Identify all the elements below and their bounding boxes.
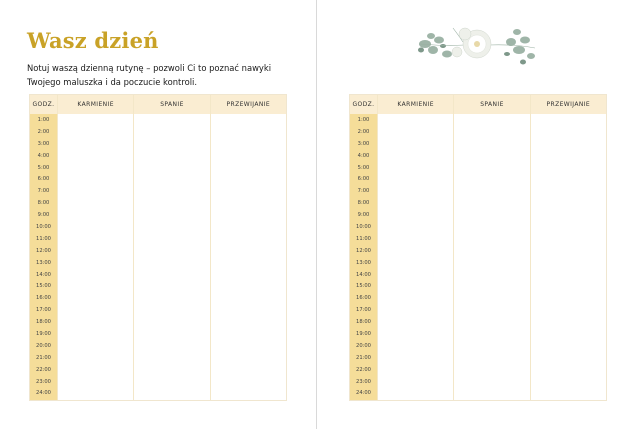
daily-log-table-left (29, 94, 287, 401)
feeding-column[interactable] (57, 114, 133, 400)
hour-label: 23:00 (356, 378, 371, 385)
hour-label: 6:00 (37, 176, 50, 183)
hour-label: 6:00 (357, 176, 370, 183)
hour-label: 1:00 (357, 116, 370, 123)
hour-label: 8:00 (37, 200, 50, 207)
table-body (30, 114, 286, 400)
daily-log-table-right (349, 94, 607, 401)
hour-label: 17:00 (36, 307, 51, 314)
hour-label: 4:00 (357, 152, 370, 159)
hour-column (30, 114, 57, 400)
header-sleeping: SPANIE (133, 95, 209, 114)
hour-label: 23:00 (36, 378, 51, 385)
hour-label: 13:00 (356, 259, 371, 266)
hour-label: 16:00 (356, 295, 371, 302)
hour-label: 2:00 (37, 128, 50, 135)
hour-label: 19:00 (36, 330, 51, 337)
hour-label: 9:00 (357, 212, 370, 219)
hour-label: 1:00 (37, 116, 50, 123)
changing-column[interactable] (210, 114, 286, 400)
intro-text: Notuj waszą dzienną rutynę – pozwoli Ci to poznać nawyki Twojego maluszka i da poczucie kontroli. (27, 63, 272, 87)
page-title: Wasz dzień (27, 28, 159, 53)
hour-label: 20:00 (356, 342, 371, 349)
hour-label: 18:00 (36, 319, 51, 326)
table-body (350, 114, 606, 400)
hour-label: 17:00 (356, 307, 371, 314)
hour-label: 7:00 (37, 188, 50, 195)
changing-column[interactable] (530, 114, 606, 400)
hour-label: 19:00 (356, 330, 371, 337)
hour-label: 12:00 (36, 247, 51, 254)
header-changing: PRZEWIJANIE (530, 95, 606, 114)
hour-label: 8:00 (357, 200, 370, 207)
header-hour: GODZ. (32, 101, 55, 108)
floral-eucalyptus-icon (413, 20, 541, 70)
hour-label: 14:00 (356, 271, 371, 278)
hour-label: 7:00 (357, 188, 370, 195)
hour-label: 3:00 (37, 140, 50, 147)
sleeping-column[interactable] (453, 114, 529, 400)
feeding-column[interactable] (377, 114, 453, 400)
hour-label: 3:00 (357, 140, 370, 147)
hour-label: 5:00 (357, 164, 370, 171)
hour-label: 12:00 (356, 247, 371, 254)
hour-label: 18:00 (356, 319, 371, 326)
hour-label: 10:00 (36, 223, 51, 230)
hour-label: 21:00 (36, 354, 51, 361)
hour-label: 4:00 (37, 152, 50, 159)
page-divider (316, 0, 317, 429)
table-header (350, 95, 606, 114)
hour-label: 5:00 (37, 164, 50, 171)
hour-label: 24:00 (36, 390, 51, 397)
table-header (30, 95, 286, 114)
header-feeding: KARMIENIE (57, 95, 133, 114)
hour-label: 10:00 (356, 223, 371, 230)
hour-label: 14:00 (36, 271, 51, 278)
hour-label: 9:00 (37, 212, 50, 219)
hour-label: 16:00 (36, 295, 51, 302)
hour-label: 13:00 (36, 259, 51, 266)
hour-label: 11:00 (36, 235, 51, 242)
hour-label: 24:00 (356, 390, 371, 397)
hour-label: 11:00 (356, 235, 371, 242)
hour-label: 2:00 (357, 128, 370, 135)
hour-label: 22:00 (36, 366, 51, 373)
header-sleeping: SPANIE (453, 95, 529, 114)
hour-label: 20:00 (36, 342, 51, 349)
hour-label: 15:00 (356, 283, 371, 290)
header-feeding: KARMIENIE (377, 95, 453, 114)
header-changing: PRZEWIJANIE (210, 95, 286, 114)
hour-label: 21:00 (356, 354, 371, 361)
sleeping-column[interactable] (133, 114, 209, 400)
hour-column (350, 114, 377, 400)
header-hour: GODZ. (352, 101, 375, 108)
hour-label: 15:00 (36, 283, 51, 290)
hour-label: 22:00 (356, 366, 371, 373)
